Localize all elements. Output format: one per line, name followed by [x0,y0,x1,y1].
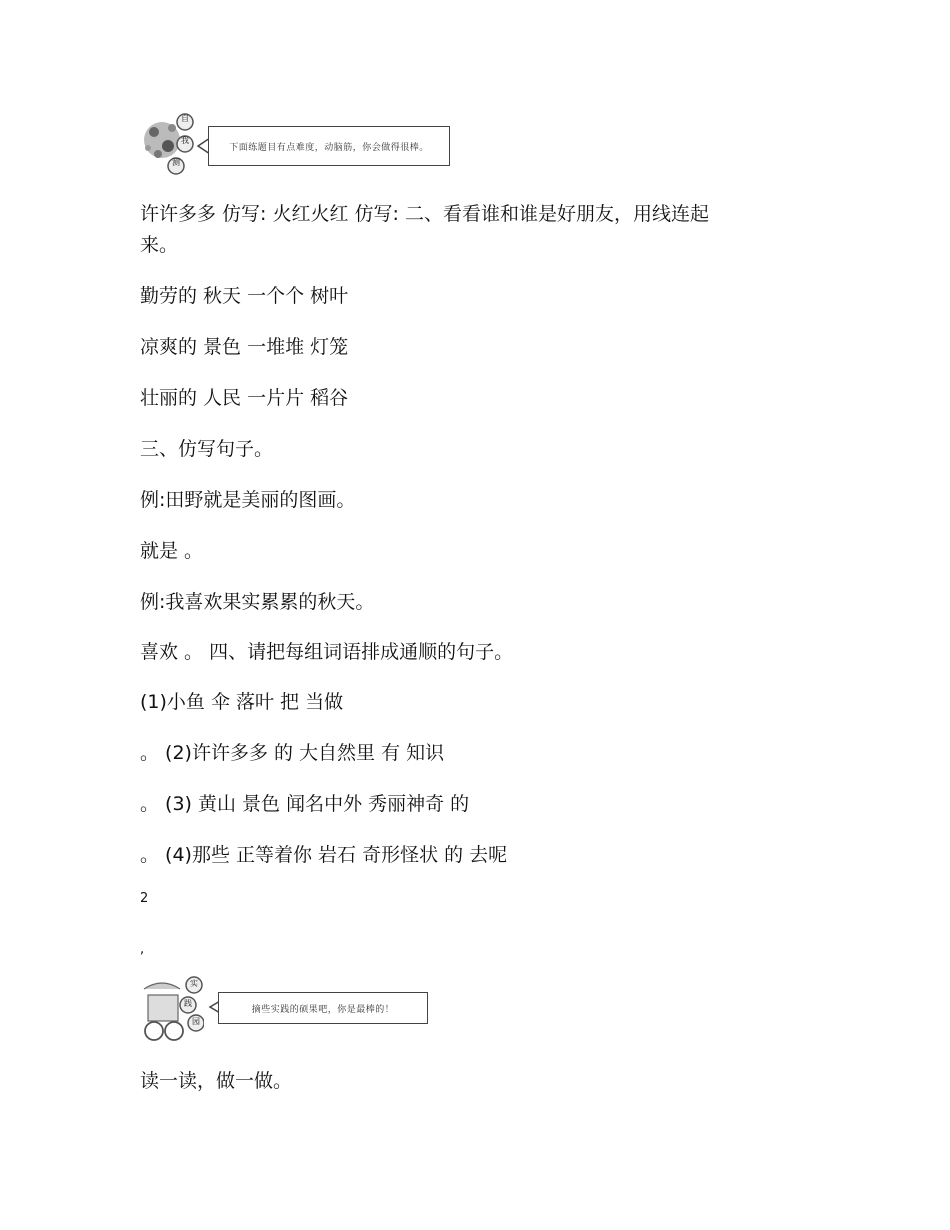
text-line-5: 壮丽的 人民 一片片 稻谷 [140,387,349,409]
text-line-10: 喜欢 。 四、请把每组词语排成通顺的句子。 [140,641,514,663]
text-line-11: (1)小鱼 伞 落叶 把 当做 [140,691,344,713]
text-line-3: 勤劳的 秋天 一个个 树叶 [140,285,349,307]
banner-1-text: 下面练题目有点难度，动脑筋，你会做得很棒。 [208,126,450,166]
text-line-14: 。 (4)那些 正等着你 岩石 奇形怪状 的 去呢 [140,844,508,866]
text-line-last: 读一读，做一做。 [140,1070,293,1092]
text-line-1: 许许多多 仿写: 火红火红 仿写: 二、看看谁和谁是好朋友，用线连起 [140,203,709,225]
text-line-7: 例:田野就是美丽的图画。 [140,489,356,511]
text-line-4: 凉爽的 景色 一堆堆 灯笼 [140,336,349,358]
badge2-char-1: 实 [190,979,198,988]
banner-2-text: 摘些实践的硕果吧，你是最棒的！ [218,992,428,1024]
section-heading-3: 三、仿写句子。 [140,438,274,460]
text-line-8: 就是 。 [140,540,204,562]
badge-char-3: 测 [172,158,180,167]
comma-mark: , [140,942,145,957]
section-banner-1 [140,110,460,178]
badge-char-2: 我 [181,136,189,145]
badge2-char-3: 园 [192,1017,200,1026]
section-banner-2 [140,975,440,1045]
page-number: 2 [140,891,149,906]
badge2-char-2: 践 [184,999,192,1008]
badge-char-1: 自 [181,114,189,123]
text-line-9: 例:我喜欢果实累累的秋天。 [140,591,375,613]
text-line-12: 。 (2)许许多多 的 大自然里 有 知识 [140,742,445,764]
text-line-2: 来。 [140,234,179,256]
text-line-13: 。 (3) 黄山 景色 闻名中外 秀丽神奇 的 [140,793,470,815]
